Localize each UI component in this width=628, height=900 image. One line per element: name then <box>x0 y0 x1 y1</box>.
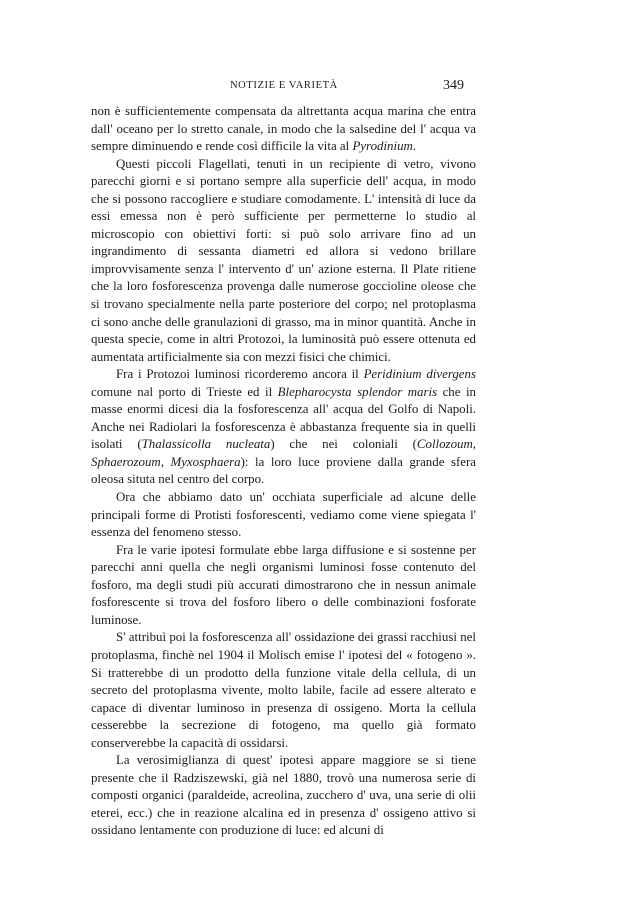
italic-term: Blepharocysta splendor maris <box>277 384 438 399</box>
paragraph <box>91 542 476 630</box>
italic-term: Collozoum, Sphaerozoum, Myxosphaera <box>91 437 476 469</box>
paragraph <box>91 156 476 367</box>
text-span: comune nal porto di Trieste ed il <box>91 384 278 399</box>
italic-term: Thalassicolla nucleata <box>141 437 271 452</box>
paragraph <box>91 752 476 840</box>
paragraph <box>91 366 476 489</box>
text-span: Fra i Protozoi luminosi ricorderemo ancora il <box>116 367 364 382</box>
text-span: non è sufficientemente compensata da altrettanta acqua marina che entra dall' oceano per lo stretto canale, in modo che la salsedine del l' acqua va sempre diminuendo e rende così difficile la vita al <box>91 104 476 154</box>
text-span: ): la loro luce proviene dalla grande sfera oleosa situta nel centro del corpo. <box>91 454 476 487</box>
text-span: La verosimiglianza di quest' ipotesi appare maggiore se si tiene presente che il Radziszewski, già nel 1880, trovò una numerosa serie di composti organici (paraldeide, acreolina, zucchero d' uva, una serie di olii eterei, ecc.) che in reazione alcalina ed in presenza d' ossigeno attivo si ossidano lentamente con produzione di luce: ed alcuni di <box>91 753 476 838</box>
paragraph <box>91 103 476 156</box>
text-span: Ora che abbiamo dato un' occhiata superficiale ad alcune delle principali forme di Protisti fosforescenti, vediamo come viene spiegata l' essenza del fenomeno stesso. <box>91 490 476 540</box>
page-number: 349 <box>443 78 464 93</box>
paragraph <box>91 489 476 542</box>
running-head: NOTIZIE E VARIETÀ <box>230 80 338 91</box>
italic-term: Pyrodinium <box>352 139 413 154</box>
page-header <box>0 78 628 96</box>
paragraph <box>91 629 476 752</box>
italic-term: Peridinium divergens <box>363 367 476 382</box>
text-span: S' attribuì poi la fosforescenza all' ossidazione dei grassi racchiusi nel protoplasma, finchè nel 1904 il Molisch emise l' ipotesi del « fotogeno ». Si tratterebbe di un prodotto della funzione vitale della cellula, di un secreto del protoplasma vivente, molto labile, facile ad essere alterato e capace di diventar luminoso in presenza di ossigeno. Morta la cellula cesserebbe la secrezione di fotogeno, ma quello già formato conserverebbe la capacità di ossidarsi. <box>91 630 476 750</box>
text-span: Fra le varie ipotesi formulate ebbe larga diffusione e si sostenne per parecchi anni quella che negli organismi luminosi fosse contenuto del fosforo, ma degli studi più accurati dimostrarono che in nessun animale fosforescente si trova del fosforo libero o delle combinazioni fosforate luminose. <box>91 542 476 627</box>
text-span: che in masse enormi dicesi dia la fosforescenza all' acqua del Golfo di Napoli. Anche nei Radiolari la fosforescenza è abbastanza frequente sia in quelli isolati ( <box>91 384 476 452</box>
body-text <box>91 103 476 840</box>
text-span: ) che nei coloniali ( <box>270 437 417 452</box>
text-span: . <box>412 139 417 154</box>
text-span: Questi piccoli Flagellati, tenuti in un recipiente di vetro, vivono parecchi giorni e si portano sempre alla superficie dell' acqua, in modo che si possono raccogliere e studiare comodamente. L' intensità di luce da essi emessa non è però sufficiente per permetterne lo studio al microscopio con obiettivi forti: si può solo arrivare fino ad un ingrandimento di sessanta diametri ed allora si vedono brillare improvvisamente senza l' intervento d' un' azione esterna. Il Plate ritiene che la loro fosforescenza provenga dalle numerose goccioline oleose che si trovano specialmente nella parte posteriore del corpo; nel protoplasma ci sono anche delle granulazioni di grasso, ma in minor quantità. Anche in questa specie, come in altri Protozoi, la luminosità può essere ottenuta ed aumentata artificialmente sia con mezzi fisici che chimici. <box>91 156 476 364</box>
